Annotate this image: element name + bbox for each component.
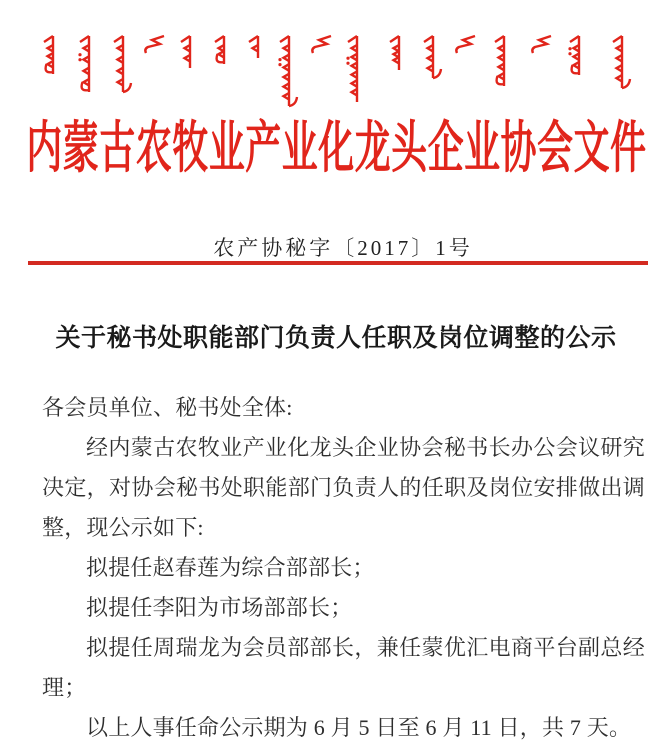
document-body (42, 388, 645, 747)
mongolian-word (566, 33, 590, 82)
mongolian-word (245, 33, 269, 65)
mongolian-script-band (0, 33, 672, 113)
mongolian-word (344, 33, 368, 109)
mongolian-word (491, 33, 515, 93)
mongolian-word (110, 33, 134, 99)
red-divider-line (28, 261, 648, 265)
mongolian-word (177, 33, 201, 75)
body-line: 决定，对协会秘书处职能部门负责人的任职及岗位安排做出调 (42, 475, 645, 500)
mongolian-word (76, 33, 100, 99)
mongolian-word (40, 33, 64, 81)
mongolian-word (420, 33, 444, 85)
appointment-line: 拟提任赵春莲为综合部部长； (86, 555, 375, 580)
mongolian-word (144, 33, 168, 57)
mongolian-word (311, 33, 335, 57)
salutation-line: 各会员单位、秘书处全体: (42, 395, 293, 420)
mongolian-word (531, 33, 555, 57)
appointment-line: 拟提任李阳为市场部部长； (86, 595, 353, 620)
mongolian-word (211, 33, 235, 71)
mongolian-word (276, 33, 300, 113)
mongolian-word (386, 33, 410, 77)
appointment-line: 拟提任周瑞龙为会员部部长，兼任蒙优汇电商平台副总经 (86, 635, 645, 660)
body-line: 整，现公示如下: (42, 515, 204, 540)
notice-title: 关于秘书处职能部门负责人任职及岗位调整的公示 (55, 325, 617, 352)
publicity-period-line: 以上人事任命公示期为 6 月 5 日至 6 月 11 日，共 7 天。 (86, 715, 632, 740)
mongolian-word (609, 33, 633, 95)
org-masthead (0, 108, 672, 180)
doc-number: 农产协秘字〔2017〕1号 (213, 236, 473, 260)
mongolian-word (455, 33, 479, 57)
appointment-line-wrap: 理； (42, 675, 87, 700)
org-masthead-text: 内蒙古农牧业产业化龙头企业协会文件 (25, 118, 647, 180)
body-line: 经内蒙古农牧业产业化龙头企业协会秘书长办公会议研究 (86, 435, 645, 460)
